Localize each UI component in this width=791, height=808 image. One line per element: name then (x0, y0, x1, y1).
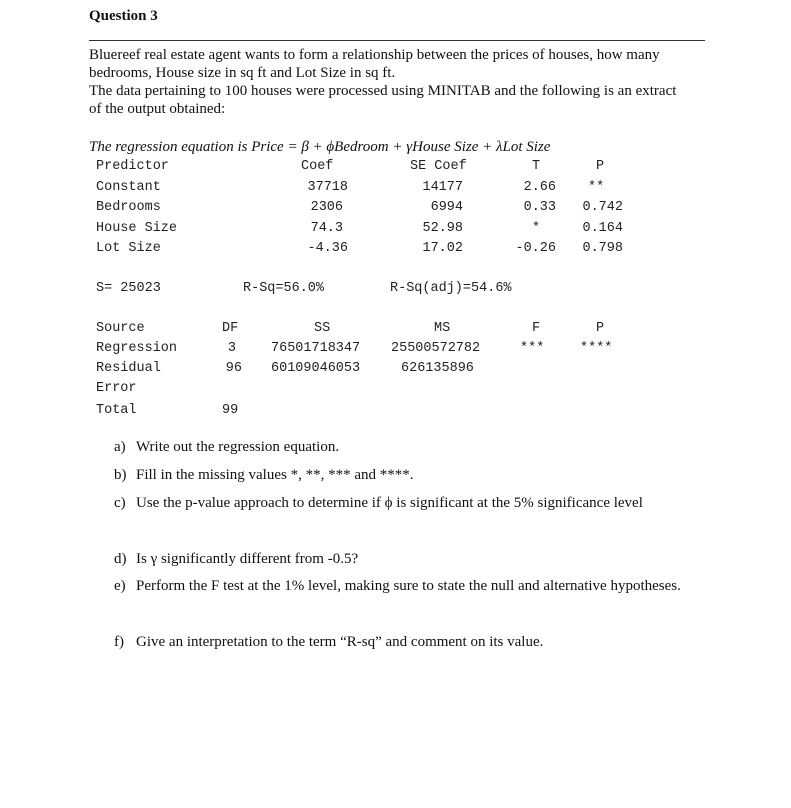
coef-row-predictor: Lot Size (96, 241, 161, 256)
anova-row-f: *** (520, 341, 545, 356)
anova-row-df: 96 (225, 361, 242, 376)
anova-row-source: Residual (96, 361, 161, 376)
anova-header-p: P (596, 321, 605, 336)
coef-row-p: 0.798 (582, 241, 623, 256)
coef-row-t: 2.66 (523, 180, 556, 195)
intro-line-2: bedrooms, House size in sq ft and Lot Size in sq ft. (89, 65, 396, 81)
coef-row-p: ** (588, 180, 605, 195)
intro-line-3: The data pertaining to 100 houses were processed using MINITAB and the following is an extract (89, 83, 677, 99)
coef-row-p: 0.742 (582, 200, 623, 215)
coef-row-secoef: 52.98 (422, 221, 463, 236)
anova-header-df: DF (222, 321, 239, 336)
question-text: Write out the regression equation. (136, 439, 340, 455)
question-label: d) (114, 551, 127, 567)
coef-header-predictor: Predictor (96, 159, 169, 174)
coef-row-p: 0.164 (582, 221, 623, 236)
question-text: Use the p-value approach to determine if ϕ is significant at the 5% significance level (136, 495, 643, 511)
coef-header-p: P (596, 159, 605, 174)
coef-header-coef: Coef (301, 159, 334, 174)
question-item (114, 578, 681, 595)
question-item (114, 467, 414, 484)
anova-row-df: 3 (227, 341, 236, 356)
coef-row-secoef: 6994 (430, 200, 463, 215)
anova-header-ss: SS (314, 321, 331, 336)
anova-row-source: Error (96, 381, 137, 396)
question-label: e) (114, 578, 126, 594)
intro-line-1: Bluereef real estate agent wants to form a relationship between the prices of houses, how many (89, 47, 660, 63)
coef-row-coef: 2306 (310, 200, 343, 215)
stat-rsq: R-Sq=56.0% (243, 281, 325, 296)
question-item (114, 634, 543, 651)
intro-line-4: of the output obtained: (89, 101, 226, 117)
anova-row-p: **** (580, 341, 613, 356)
question-label: b) (114, 467, 127, 483)
anova-row-ms: 25500572782 (391, 341, 481, 356)
question-item (114, 495, 643, 512)
question-text: Is γ significantly different from -0.5? (136, 551, 359, 567)
coef-row-predictor: Bedrooms (96, 200, 161, 215)
stat-rsq-adj: R-Sq(adj)=54.6% (390, 281, 512, 296)
anova-header-f: F (532, 321, 541, 336)
coef-row-t: * (532, 221, 541, 236)
coef-row-coef: -4.36 (307, 241, 348, 256)
question-label: a) (114, 439, 126, 455)
anova-row-ms: 626135896 (401, 361, 474, 376)
question-label: c) (114, 495, 126, 511)
coef-row-coef: 37718 (307, 180, 348, 195)
coef-header-secoef: SE Coef (410, 159, 467, 174)
anova-header-source: Source (96, 321, 145, 336)
question-label: f) (114, 634, 124, 650)
title-divider (89, 40, 705, 41)
regression-equation: The regression equation is Price = β + ϕBedroom + γHouse Size + λLot Size (89, 139, 551, 155)
question-item (114, 439, 339, 456)
anova-row-df: 99 (222, 403, 239, 418)
coef-row-secoef: 17.02 (422, 241, 463, 256)
question-text: Give an interpretation to the term “R-sq” and comment on its value. (136, 634, 544, 650)
anova-row-ss: 76501718347 (271, 341, 361, 356)
coef-header-t: T (532, 159, 541, 174)
question-text: Fill in the missing values *, **, *** and ****. (136, 467, 414, 483)
coef-row-t: -0.26 (515, 241, 556, 256)
question-text: Perform the F test at the 1% level, making sure to state the null and alternative hypotheses. (136, 578, 681, 594)
coef-row-predictor: House Size (96, 221, 178, 236)
coef-row-predictor: Constant (96, 180, 161, 195)
question-title: Question 3 (89, 8, 158, 24)
anova-row-source: Regression (96, 341, 178, 356)
anova-row-source: Total (96, 403, 137, 418)
coef-row-t: 0.33 (523, 200, 556, 215)
question-item (114, 551, 358, 568)
anova-header-ms: MS (434, 321, 451, 336)
anova-row-ss: 60109046053 (271, 361, 361, 376)
coef-row-secoef: 14177 (422, 180, 463, 195)
coef-row-coef: 74.3 (310, 221, 343, 236)
stat-s: S= 25023 (96, 281, 161, 296)
